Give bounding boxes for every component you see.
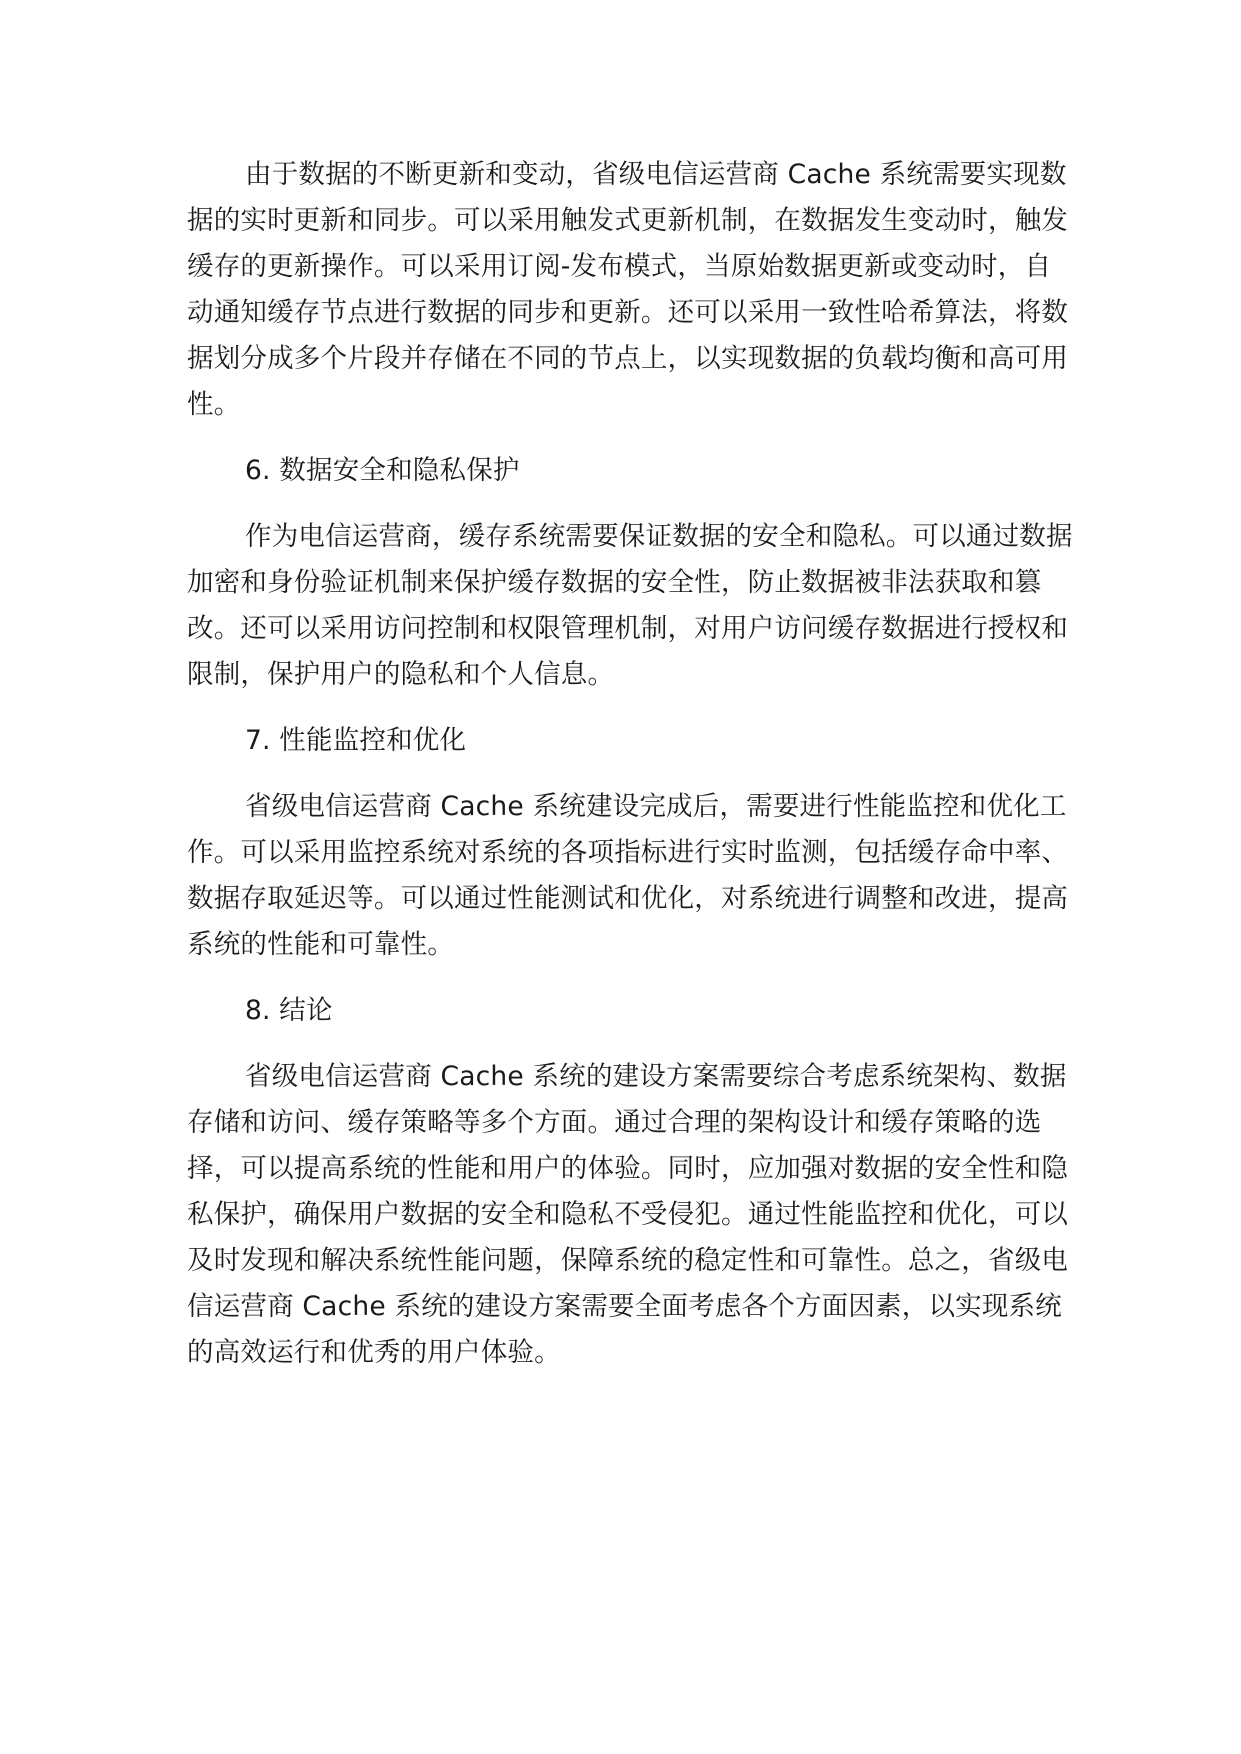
- document-body: [187, 152, 1077, 1376]
- paragraph-performance: 省级电信运营商 Cache 系统建设完成后，需要进行性能监控和优化工作。可以采用监控系统对系统的各项指标进行实时监测，包括缓存命中率、数据存取延迟等。可以通过性能测试和优化，对系统进行调整和改进，提高系统的性能和可靠性。: [187, 791, 1069, 960]
- spacer: [187, 764, 1077, 784]
- section-heading-performance: 7. 性能监控和优化: [245, 725, 467, 756]
- spacer: [187, 1034, 1077, 1054]
- spacer: [187, 494, 1077, 514]
- spacer: [187, 428, 1077, 448]
- paragraph-data-update: 由于数据的不断更新和变动，省级电信运营商 Cache 系统需要实现数据的实时更新和同步。可以采用触发式更新机制，在数据发生变动时，触发缓存的更新操作。可以采用订阅-发布模式，当原始数据更新或变动时，自动通知缓存节点进行数据的同步和更新。还可以采用一致性哈希算法，将数据划分成多个片段并存储在不同的节点上，以实现数据的负载均衡和高可用性。: [187, 159, 1069, 420]
- section-heading-security: 6. 数据安全和隐私保护: [245, 455, 520, 486]
- spacer: [187, 698, 1077, 718]
- paragraph-security: 作为电信运营商，缓存系统需要保证数据的安全和隐私。可以通过数据加密和身份验证机制来保护缓存数据的安全性，防止数据被非法获取和篡改。还可以采用访问控制和权限管理机制，对用户访问缓存数据进行授权和限制，保护用户的隐私和个人信息。: [187, 521, 1073, 690]
- paragraph-conclusion: 省级电信运营商 Cache 系统的建设方案需要综合考虑系统架构、数据存储和访问、缓存策略等多个方面。通过合理的架构设计和缓存策略的选择，可以提高系统的性能和用户的体验。同时，应加强对数据的安全性和隐私保护，确保用户数据的安全和隐私不受侵犯。通过性能监控和优化，可以及时发现和解决系统性能问题，保障系统的稳定性和可靠性。总之，省级电信运营商 Cache 系统的建设方案需要全面考虑各个方面因素，以实现系统的高效运行和优秀的用户体验。: [187, 1061, 1069, 1368]
- section-heading-conclusion: 8. 结论: [245, 995, 333, 1026]
- spacer: [187, 968, 1077, 988]
